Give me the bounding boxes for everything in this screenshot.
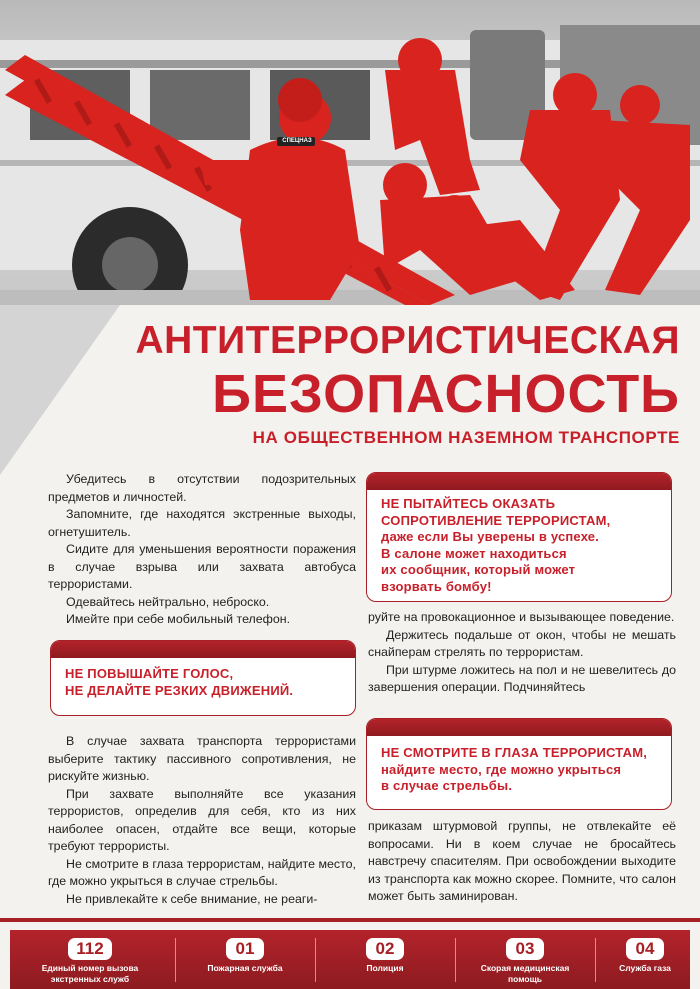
- paragraph: Запомните, где находятся экстренные выходы, огнетушитель.: [48, 507, 356, 539]
- callout-line: НЕ ДЕЛАЙТЕ РЕЗКИХ ДВИЖЕНИЙ.: [65, 682, 294, 698]
- paragraph: При захвате выполняйте все указания террористов, определив для себя, кто из них наиболее опасен, отдайте все вещи, которые требуют террористы.: [48, 786, 356, 853]
- paragraph: Не смотрите в глаза террористам, найдите место, где можно укрыться в случае стрельбы.: [48, 856, 356, 888]
- text-column-left-top: [48, 471, 356, 629]
- phone-number-badge: 03: [506, 938, 544, 960]
- warning-callout-eyes: [366, 718, 672, 810]
- phone-number-badge: 01: [226, 938, 264, 960]
- paragraph: Сидите для уменьшения вероятности поражения в случае взрыва или захвата автобуса террористами.: [48, 542, 356, 591]
- decorative-corner: [0, 305, 120, 475]
- callout-line: НЕ СМОТРИТЕ В ГЛАЗА ТЕРРОРИСТАМ,: [381, 745, 648, 760]
- emergency-item-03[interactable]: [460, 930, 590, 989]
- helmet-patch-label: СПЕЦНАЗ: [282, 138, 312, 144]
- emergency-label: Служба газа: [619, 963, 671, 973]
- paragraph: Не привлекайте к себе внимание, не реаги-: [66, 891, 318, 906]
- divider: [0, 918, 700, 922]
- divider: [175, 938, 176, 982]
- paragraph: В случае захвата транспорта террористами выберите тактику пассивного сопротивления, не рискуйте жизнью.: [48, 734, 356, 783]
- callout-line: их сообщник, который может: [381, 562, 576, 577]
- swat-bus-illustration: [0, 0, 700, 305]
- warning-callout-resistance: [366, 472, 672, 602]
- emergency-label: Полиция: [366, 963, 404, 973]
- page-subtitle: НА ОБЩЕСТВЕННОМ НАЗЕМНОМ ТРАНСПОРТЕ: [252, 428, 680, 447]
- title-block: [120, 318, 680, 450]
- callout-band: [367, 719, 671, 736]
- emergency-item-02[interactable]: [320, 930, 450, 989]
- emergency-item-04[interactable]: [600, 930, 690, 989]
- text-column-left-bottom: [48, 733, 356, 908]
- paragraph: Убедитесь в отсутствии подозрительных предметов и личностей.: [48, 472, 356, 504]
- paragraph: Имейте при себе мобильный телефон.: [66, 612, 291, 626]
- callout-line: НЕ ПЫТАЙТЕСЬ ОКАЗАТЬ: [381, 496, 556, 511]
- header-photo: [0, 0, 700, 305]
- paragraph: Одевайтесь нейтрально, неброско.: [66, 594, 270, 609]
- page-title-line1: АНТИТЕРРОРИСТИЧЕСКАЯ: [135, 319, 680, 362]
- emergency-numbers-footer: [10, 930, 690, 989]
- callout-line: даже если Вы уверены в успехе.: [381, 529, 600, 544]
- emergency-label: экстренных служб: [50, 974, 130, 984]
- phone-number-badge: 112: [68, 938, 111, 960]
- callout-line: СОПРОТИВЛЕНИЕ ТЕРРОРИСТАМ,: [381, 512, 611, 528]
- callout-line: НЕ ПОВЫШАЙТЕ ГОЛОС,: [65, 666, 234, 681]
- phone-number-badge: 02: [366, 938, 404, 960]
- callout-line: найдите место, где можно укрыться: [381, 761, 622, 777]
- text-column-right-bottom: [368, 818, 676, 906]
- paragraph: приказам штурмовой группы, не отвлекайте её вопросами. Ни в коем случае не бросайтесь навстречу спасителям. При освобождении выходите из транспорта как можно скорее. Помните, что салон может быть заминирован.: [368, 819, 676, 903]
- emergency-label: Единый номер вызова: [41, 963, 139, 973]
- callout-line: взорвать бомбу!: [381, 578, 492, 594]
- emergency-label: помощь: [508, 974, 542, 984]
- emergency-item-01[interactable]: [180, 930, 310, 989]
- callout-band: [51, 641, 355, 658]
- phone-number-badge: 04: [626, 938, 664, 960]
- callout-line: В салоне может находиться: [381, 545, 567, 561]
- divider: [595, 938, 596, 982]
- paragraph: Держитесь подальше от окон, чтобы не мешать снайперам стрелять по террористам.: [368, 627, 676, 659]
- page-title-line2: БЕЗОПАСНОСТЬ: [212, 364, 680, 424]
- paragraph: руйте на провокационное и вызывающее поведение.: [368, 610, 675, 624]
- warning-callout-voice: [50, 640, 356, 716]
- callout-line: в случае стрельбы.: [381, 778, 513, 793]
- emergency-label: Скорая медицинская: [480, 963, 570, 973]
- emergency-label: Пожарная служба: [207, 963, 283, 973]
- divider: [455, 938, 456, 982]
- divider: [315, 938, 316, 982]
- text-column-right-top: [368, 609, 676, 697]
- emergency-item-112[interactable]: [10, 930, 170, 989]
- callout-band: [367, 473, 671, 490]
- paragraph: При штурме ложитесь на пол и не шевелитесь до завершения операции. Подчиняйтесь: [368, 662, 676, 694]
